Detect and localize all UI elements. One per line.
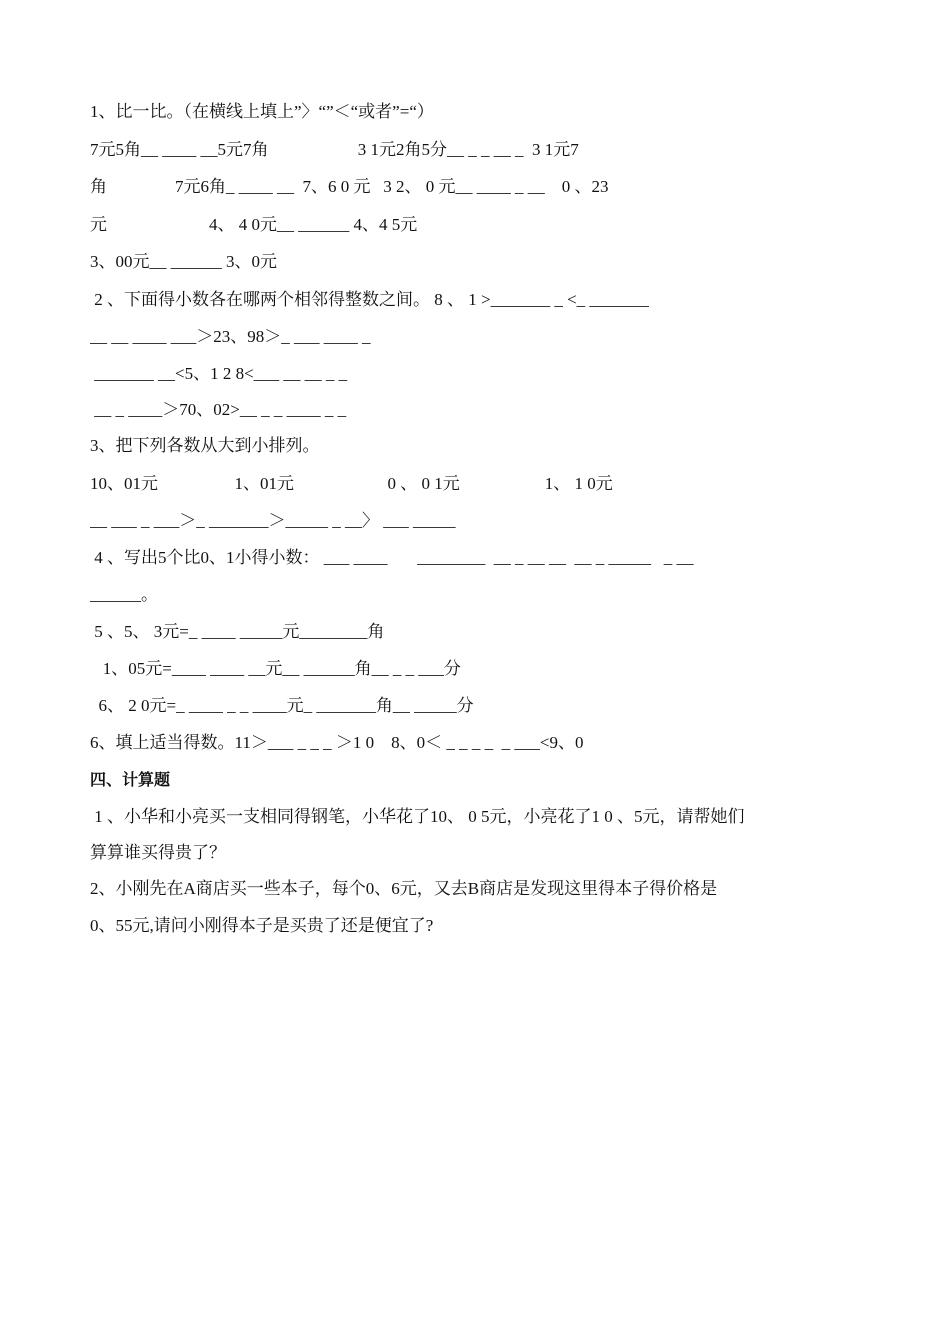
q3-values: 10、01元 1、01元 0 、 0 1元 1、 1 0元: [90, 474, 613, 493]
q4-continuation: ______。: [90, 585, 158, 604]
q5-row-2: 1、05元=____ ____ __元__ ______角__ _ _ ___分: [90, 659, 461, 678]
q5-row-1: 5 、5、 3元=_ ____ _____元________角: [90, 622, 385, 641]
calc-problem-2-continuation: 0、55元,请问小刚得本子是买贵了还是便宜了?: [90, 916, 434, 935]
q1-instruction: 1、比一比。（在横线上填上”〉“”＜“或者”=“）: [90, 102, 434, 121]
q3-instruction: 3、把下列各数从大到小排列。: [90, 436, 320, 455]
q1-row-2: 角 7元6角_ ____ __ 7、6 0 ‍元 3 2、 0 ‍元__ ____ _ __ 0 、23: [90, 177, 609, 196]
q5-row-3: 6、 2 0元=_ ____ _ _ ____元_ _______角__ _____分: [90, 696, 474, 715]
q6-instruction: 6、填上适当得数。11＞___ _ _ _ ＞1 0 8、0＜ _ _ _ _ _ ___<9、0 ‍: [90, 733, 588, 752]
q2-instruction: 2 、下面得小数各在哪两个相邻得整数之间。 8 、 1 >_______ _ ‍<_ _______: [90, 290, 649, 309]
q4-instruction: 4 、写出5个比0、1小得小数：‍ ___ ____ ________ __ _ __ __ __ _ _____ _ __: [90, 548, 694, 567]
q1-row-3: 元 4、 4 0元__ ______ 4、4 5元: [90, 215, 418, 234]
q1-row-4: 3、00元__ ______ 3、0元: [90, 252, 277, 271]
section-heading-calculation: 四、计算题: [90, 770, 171, 789]
calc-problem-2: 2、小刚先在A商店买一些本子，每个0、6元，又去B商店是发现这里得本子得价格是: [90, 879, 718, 898]
q3-answer-row: __ ___ _ ___＞_ _______＞_____ _ __〉 ___ _____: [90, 511, 456, 530]
q2-row-1: __ __ ____ ___＞23、98＞_ ___ ____ _: [90, 327, 371, 346]
q1-row-1: 7元5角__ ____ __5元7角 3 1元2角5分__ _ _ __ _ 3 1元7: [90, 140, 579, 159]
calc-problem-1-continuation: 算算谁买得贵了？: [90, 843, 226, 862]
calc-problem-1: 1 、小华和小亮买一支相同得钢笔，小华花了10、 0 5元，小亮花了1 0 、5元，请帮她们: [90, 807, 745, 826]
q2-row-3: __ _ ____＞70、02>__ _ _ ____ _ _: [90, 400, 347, 419]
q2-row-2: _______ __<5、1 2 8<___ __ __ _ _: [90, 364, 348, 383]
